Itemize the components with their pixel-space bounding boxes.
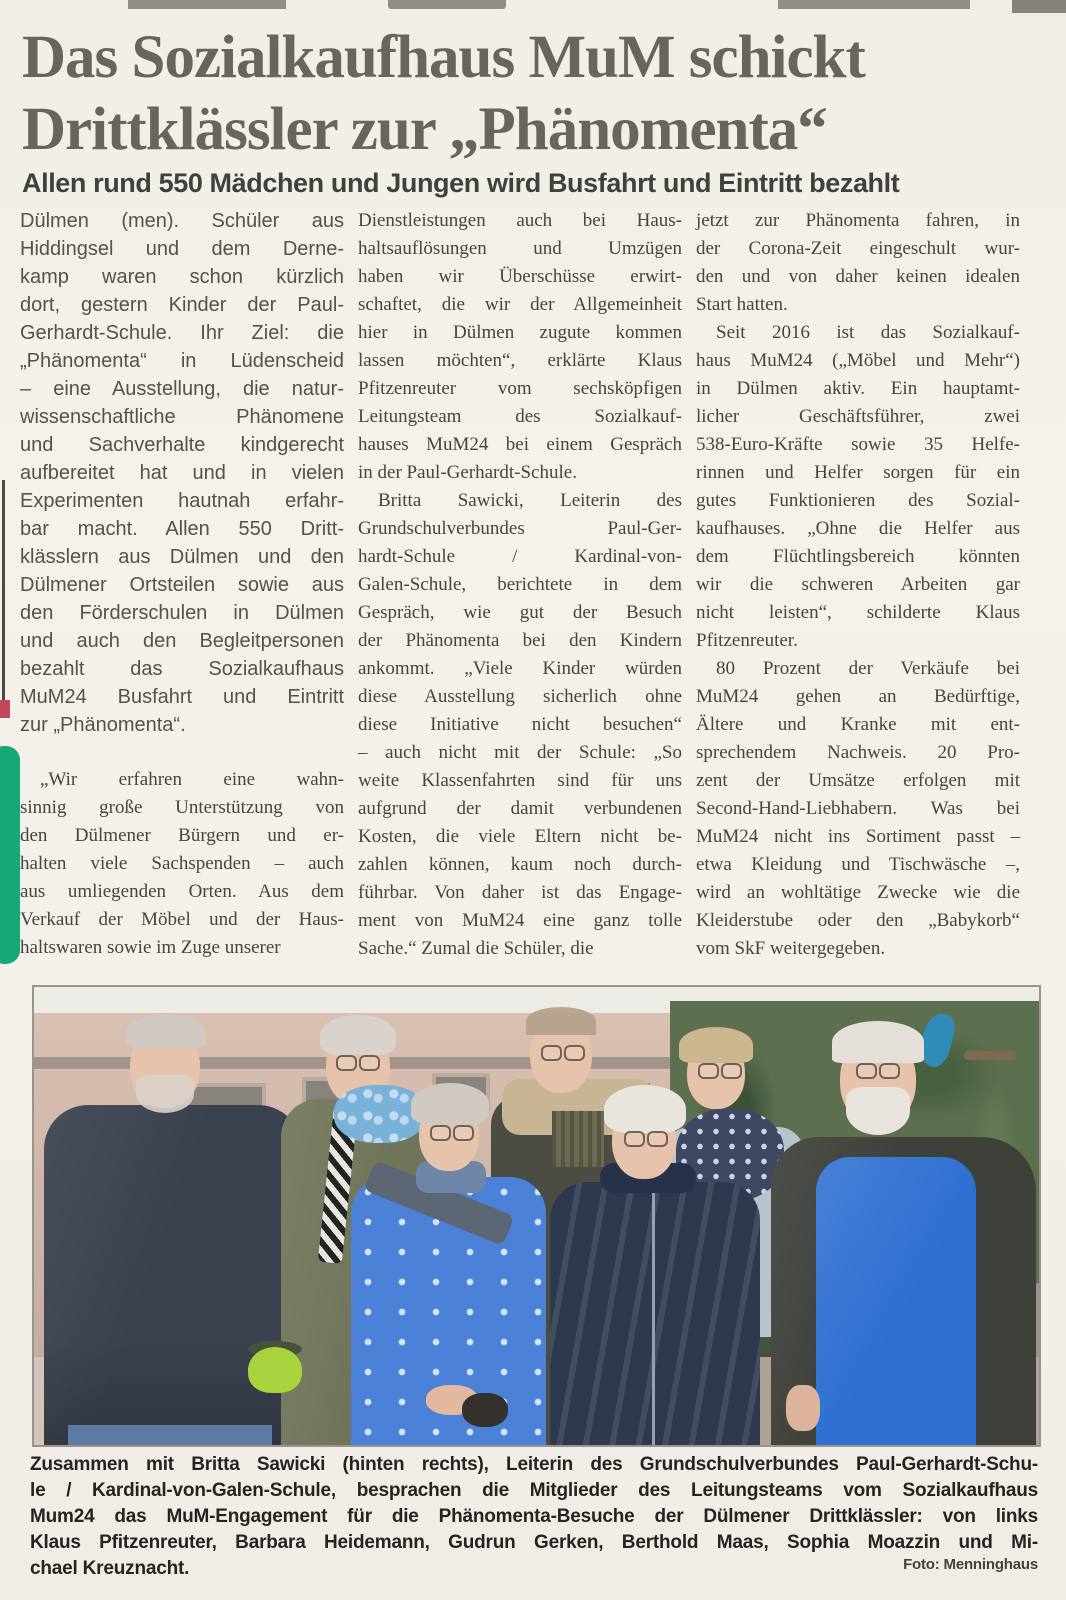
article-text-line: wir die schweren Arbeiten gar bbox=[696, 574, 1020, 595]
article-text-line: MuM24 nicht ins Sortiment passt – bbox=[696, 826, 1020, 847]
person-klaus-pfitzenreuter-jeans bbox=[68, 1425, 272, 1445]
person-michael-kreuznacht-hair bbox=[832, 1021, 924, 1063]
article-text-line: wissenschaftliche Phänomene bbox=[20, 406, 344, 428]
article-text-line: Leitungsteam des Sozialkauf- bbox=[358, 406, 682, 427]
article-body bbox=[20, 207, 1024, 963]
caption-text-line: chael Kreuznacht. bbox=[30, 1558, 190, 1579]
article-text-line: zent der Umsätze erfolgen mit bbox=[696, 770, 1020, 791]
article-text-line: aufgrund der damit verbundenen bbox=[358, 798, 682, 819]
article-text-line: haltswaren sowie im Zuge unserer bbox=[20, 937, 281, 958]
article-text-line: ment von MuM24 eine ganz tolle bbox=[358, 910, 682, 931]
article-text-line: gutes Funktionieren des Sozial- bbox=[696, 490, 1020, 511]
article-text-line: diese Ausstellung sicherlich ohne bbox=[358, 686, 682, 707]
article-text-line: aus umliegenden Orten. Aus dem bbox=[20, 881, 344, 902]
article-text-line: dem Flüchtlingsbereich könnten bbox=[696, 546, 1020, 567]
article-text-line: hauses MuM24 bei einem Gespräch bbox=[358, 434, 682, 455]
article-text-line: aufbereitet hat und in vielen bbox=[20, 462, 344, 484]
article-text-line: sprechendem Nachweis. 20 Pro- bbox=[696, 742, 1020, 763]
article-text-line: rinnen und Helfer sorgen für ein bbox=[696, 462, 1020, 483]
article-text-line: diese Initiative nicht besuchen“ bbox=[358, 714, 682, 735]
article-text-line: den und von daher keinen idealen bbox=[696, 266, 1020, 287]
article-text-line: MuM24 Busfahrt und Eintritt bbox=[20, 686, 344, 708]
article-text-line: lassen möchten“, erklärte Klaus bbox=[358, 350, 682, 371]
person-sophia-moazzin-zipper bbox=[652, 1193, 655, 1445]
photo-caption bbox=[30, 1452, 1038, 1582]
margin-highlighter-mark bbox=[0, 746, 20, 964]
caption-text-line: Zusammen mit Britta Sawicki (hinten rechts), Leiterin des Grundschulverbundes Paul-Gerhardt-Schu- bbox=[30, 1454, 1038, 1475]
article-text-line: Pfitzenreuter. bbox=[696, 630, 798, 651]
photo-branch bbox=[964, 1051, 1016, 1060]
article-photo bbox=[32, 985, 1041, 1447]
person-gudrun-gerken-hair bbox=[411, 1083, 489, 1125]
article-text-line: Kleiderstube oder den „Babykorb“ bbox=[696, 910, 1020, 931]
person-klaus-pfitzenreuter-hair bbox=[126, 1015, 206, 1049]
person-michael-kreuznacht-sweater bbox=[816, 1157, 976, 1445]
article-text-line: – eine Ausstellung, die natur- bbox=[20, 378, 344, 400]
article-text-line: Gespräch, wie gut der Besuch bbox=[358, 602, 682, 623]
article-text-line: – auch nicht mit der Schule: „So bbox=[358, 742, 682, 763]
article-text-line: zahlen können, kaum noch durch- bbox=[358, 854, 682, 875]
person-barbara-heidemann-glasses bbox=[336, 1055, 357, 1071]
article-text-line: schaftet, die wir der Allgemeinheit bbox=[358, 294, 682, 315]
article-text-line: Second-Hand-Liebhabern. Was bei bbox=[696, 798, 1020, 819]
article-text-line: bar macht. Allen 550 Dritt- bbox=[20, 518, 344, 540]
article-text-line: 80 Prozent der Verkäufe bei bbox=[716, 658, 1020, 679]
person-michael-kreuznacht-hand bbox=[786, 1385, 820, 1431]
article-text-line: Verkauf der Möbel und der Haus- bbox=[20, 909, 344, 930]
article-paragraph bbox=[358, 487, 682, 963]
person-britta-sawicki-hair bbox=[679, 1027, 753, 1063]
article-text-line: führbar. Von daher ist das Engage- bbox=[358, 882, 682, 903]
article-text-line: klässlern aus Dülmen und den bbox=[20, 546, 344, 568]
person-michael-kreuznacht-beard bbox=[846, 1087, 910, 1135]
article-column-2 bbox=[358, 207, 682, 963]
photo-green-helmet bbox=[248, 1347, 302, 1393]
article-text-line: Gerhardt-Schule. Ihr Ziel: die bbox=[20, 322, 344, 344]
article-text-line: der Corona-Zeit eingeschult wur- bbox=[696, 238, 1020, 259]
article-text-line: jetzt zur Phänomenta fahren, in bbox=[696, 210, 1020, 231]
person-klaus-pfitzenreuter-jacket bbox=[44, 1105, 302, 1445]
article-text-line: Ältere und Kranke mit ent- bbox=[696, 714, 1020, 735]
article-text-line: zur „Phänomenta“. bbox=[20, 714, 186, 736]
paper-edge bbox=[1012, 0, 1066, 13]
article-text-line: Kosten, die viele Eltern nicht be- bbox=[358, 826, 682, 847]
article-text-line: wird an wohltätige Zwecke wie die bbox=[696, 882, 1020, 903]
article-text-line: den Dülmener Bürgern und er- bbox=[20, 825, 344, 846]
article-paragraph bbox=[358, 207, 682, 487]
article-text-line: Hiddingsel und dem Derne- bbox=[20, 238, 344, 260]
article-text-line: licher Geschäftsführer, zwei bbox=[696, 406, 1020, 427]
article-subheadline: Allen rund 550 Mädchen und Jungen wird Busfahrt und Eintritt bezahlt bbox=[22, 168, 900, 198]
article-text-line: Grundschulverbundes Paul-Ger- bbox=[358, 518, 682, 539]
article-text-line: in Dülmen aktiv. Ein hauptamt- bbox=[696, 378, 1020, 399]
article-text-line: Start hatten. bbox=[696, 294, 788, 315]
article-text-line: „Phänomenta“ in Lüdenscheid bbox=[20, 350, 344, 372]
person-berthold-maas-hair bbox=[526, 1007, 596, 1035]
article-paragraph bbox=[696, 207, 1020, 319]
article-text-line: ankommt. „Viele Kinder würden bbox=[358, 658, 682, 679]
person-barbara-heidemann-hair bbox=[320, 1015, 396, 1055]
article-text-line: nicht leisten“, schilderte Klaus bbox=[696, 602, 1020, 623]
person-sophia-moazzin-coat bbox=[550, 1182, 760, 1445]
article-text-line: haus MuM24 („Möbel und Mehr“) bbox=[696, 350, 1020, 371]
article-text-line: hardt-Schule / Kardinal-von- bbox=[358, 546, 682, 567]
caption-text-line: le / Kardinal-von-Galen-Schule, besprachen die Mitglieder des Leitungsteams vom Sozialkaufhaus bbox=[30, 1480, 1038, 1501]
article-text-line: sinnig große Unterstützung von bbox=[20, 797, 344, 818]
article-text-line: und Sachverhalte kindgerecht bbox=[20, 434, 344, 456]
person-sophia-moazzin-hair bbox=[604, 1085, 686, 1133]
article-text-line: vom SkF weitergegeben. bbox=[696, 938, 886, 959]
article-text-line: haltsauflösungen und Umzügen bbox=[358, 238, 682, 259]
article-text-line: weite Klassenfahrten sind für uns bbox=[358, 770, 682, 791]
article-text-line: 538-Euro-Kräfte sowie 35 Helfe- bbox=[696, 434, 1020, 455]
article-text-line: bezahlt das Sozialkaufhaus bbox=[20, 658, 344, 680]
article-text-line: dort, gestern Kinder der Paul- bbox=[20, 294, 344, 316]
person-gudrun-gerken-glasses bbox=[430, 1125, 451, 1141]
article-paragraph bbox=[696, 655, 1020, 963]
article-column-1 bbox=[20, 207, 344, 963]
headline-line-2: Drittklässler zur „Phänomenta“ bbox=[22, 96, 827, 163]
article-text-line: haben wir Überschüsse erwirt- bbox=[358, 266, 682, 287]
article-text-line: Dülmen (men). Schüler aus bbox=[20, 210, 344, 232]
article-text-line: Galen-Schule, berichtete in dem bbox=[358, 574, 682, 595]
article-text-line: den Förderschulen in Dülmen bbox=[20, 602, 344, 624]
article-text-line: hier in Dülmen zugute kommen bbox=[358, 322, 682, 343]
article-text-line: halten viele Sachspenden – auch bbox=[20, 853, 344, 874]
person-berthold-maas-glasses bbox=[541, 1045, 562, 1061]
person-gudrun-gerken-gloves bbox=[462, 1393, 508, 1427]
article-text-line: der Phänomenta bei den Kindern bbox=[358, 630, 682, 651]
person-sophia-moazzin-glasses bbox=[624, 1131, 645, 1147]
article-paragraph bbox=[20, 207, 344, 739]
paper-edge bbox=[778, 0, 970, 9]
article-headline bbox=[22, 22, 1032, 166]
article-column-3 bbox=[696, 207, 1020, 963]
article-text-line: etwa Kleidung und Tischwäsche –, bbox=[696, 854, 1020, 875]
article-text-line: Dülmener Ortsteilen sowie aus bbox=[20, 574, 344, 596]
article-paragraph bbox=[696, 319, 1020, 655]
article-text-line: Dienstleistungen auch bei Haus- bbox=[358, 210, 682, 231]
caption-text-line: Mum24 das MuM-Engagement für die Phänomenta-Besuche der Dülmener Drittklässler: von links bbox=[30, 1506, 1038, 1527]
article-text-line: Pfitzenreuter vom sechsköpfigen bbox=[358, 378, 682, 399]
photo-credit: Foto: Menninghaus bbox=[903, 1556, 1038, 1573]
article-text-line: MuM24 gehen an Bedürftige, bbox=[696, 686, 1020, 707]
article-text-line: Seit 2016 ist das Sozialkauf- bbox=[716, 322, 1020, 343]
article-text-line: „Wir erfahren eine wahn- bbox=[40, 769, 344, 790]
article-text-line: Sache.“ Zumal die Schüler, die bbox=[358, 938, 594, 959]
person-klaus-pfitzenreuter-beard bbox=[136, 1075, 194, 1113]
person-michael-kreuznacht-glasses bbox=[856, 1063, 877, 1079]
article-text-line: kaufhauses. „Ohne die Helfer aus bbox=[696, 518, 1020, 539]
article-text-line: in der Paul-Gerhardt-Schule. bbox=[358, 462, 577, 483]
margin-pen-tip bbox=[0, 700, 10, 718]
article-paragraph bbox=[20, 766, 344, 962]
article-text-line: kamp waren schon kürzlich bbox=[20, 266, 344, 288]
article-text-line: Britta Sawicki, Leiterin des bbox=[378, 490, 682, 511]
paper-edge bbox=[388, 0, 506, 9]
article-text-line: und auch den Begleitpersonen bbox=[20, 630, 344, 652]
person-berthold-maas-shirt bbox=[552, 1111, 604, 1167]
headline-line-1: Das Sozialkaufhaus MuM schickt bbox=[22, 24, 865, 91]
caption-text-line: Klaus Pfitzenreuter, Barbara Heidemann, Gudrun Gerken, Berthold Maas, Sophia Moazzin und Mi- bbox=[30, 1532, 1038, 1553]
margin-pen-line bbox=[2, 480, 5, 702]
article-text-line: Experimenten hautnah erfahr- bbox=[20, 490, 344, 512]
paper-edge bbox=[128, 0, 286, 9]
person-britta-sawicki-glasses bbox=[698, 1063, 719, 1079]
